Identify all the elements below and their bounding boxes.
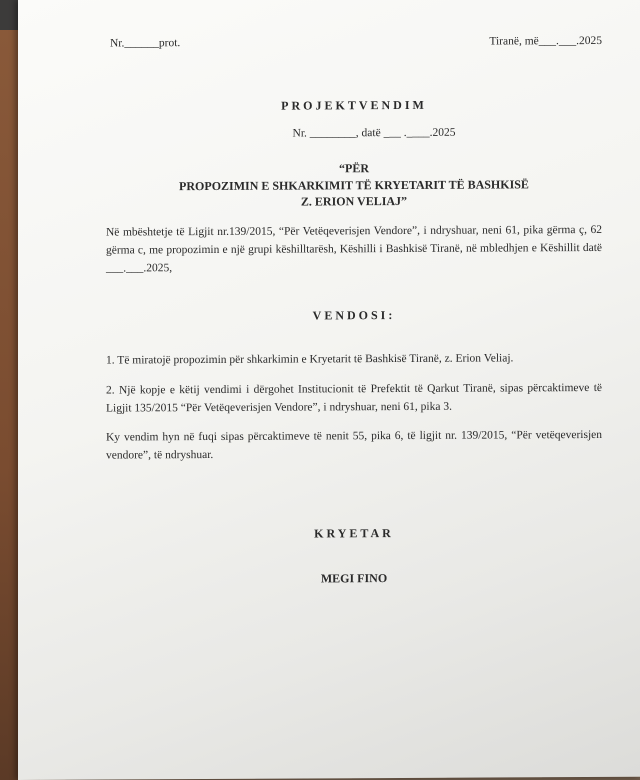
signature-name: MEGI FINO: [320, 570, 388, 586]
decision-entry-into-force: Ky vendim hyn në fuqi sipas përcaktimeve të nenit 55, pika 6, të ligjit nr. 139/2015, “Për vetëqeverisjen vendore”, të ndryshuar.: [106, 429, 602, 462]
number-date-line: Nr. ________, datë ___ .____.2025: [292, 126, 456, 140]
subject-line-3: Z. ERION VELIAJ”: [300, 193, 408, 209]
protocol-number: Nr.______prot.: [110, 37, 181, 50]
document-title: PROJEKTVENDIM: [281, 97, 427, 113]
header-row: [106, 33, 602, 54]
place-date: Tiranë, më___.___.2025: [489, 34, 602, 48]
decision-item-2: 2. Një kopje e këtij vendimi i dërgohet Institucionit të Prefektit të Qarkut Tiranë, sipas përcaktimeve të Ligjit 135/2015 “Për Vetëqeverisjen Vendore”, i ndryshuar, neni 61, pika 3.: [106, 381, 602, 415]
subject-block: [106, 159, 602, 210]
document-page: [18, 0, 640, 780]
document-body: [106, 33, 602, 589]
preamble-paragraph: Në mbështetje të Ligjit nr.139/2015, “Për Vetëqeverisjen Vendore”, i ndryshuar, neni 61, pika gërma ç, 62 gërma c, me propozimin e një grupi këshilltarësh, Këshilli i Bashkisë Tiranë, në mbledhjen e Këshillit datë ___.___.2025,: [106, 223, 602, 275]
subject-line-1: “PËR: [339, 161, 369, 176]
decision-item-1: 1. Të miratojë propozimin për shkarkimin e Kryetarit të Bashkisë Tiranë, z. Erion Veliaj.: [106, 352, 514, 367]
subject-line-2: PROPOZIMIN E SHKARKIMIT TË KRYETARIT TË BASHKISË: [179, 176, 529, 193]
decides-heading: VENDOSI:: [312, 308, 396, 323]
signature-role: KRYETAR: [314, 526, 394, 541]
